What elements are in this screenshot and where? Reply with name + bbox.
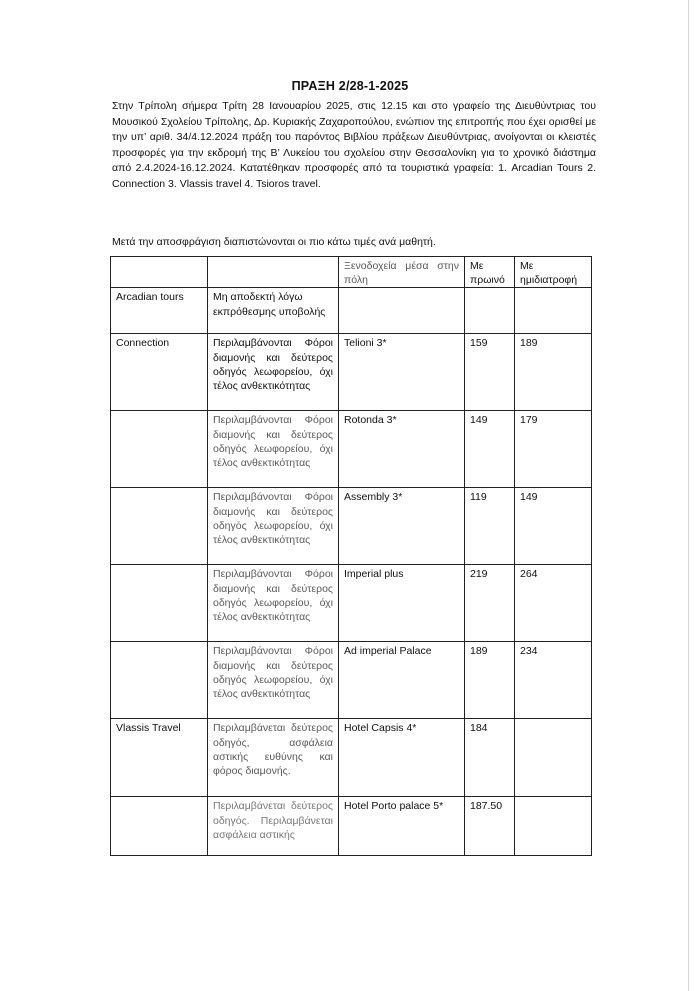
intro-paragraph: Στην Τρίπολη σήμερα Τρίτη 28 Ιανουαρίου 2025, στις 12.15 και στο γραφείο της Διευθύντριας του Μουσικού Σχολείου Τρίπολης, Δρ. Κυριακής Ζαχαροπούλου, ενώπιον της επιτροπής που έχει ορισθεί με την υπ’ αριθ. 34/4.12.2024 πράξη του παρόντος Βιβλίου πράξεων Διευθύντριας, ανοίγονται οι κλειστές προσφορές για την εκδρομή της Β’ Λυκείου του σχολείου στην Θεσσαλονίκη για το χρονικό διάστημα από 2.4.2024-16.12.2024. Κατατέθηκαν προσφορές από τα τουριστικά γραφεία: 1. Arcadian Tours 2. Connection 3. Vlassis travel 4. Tsioros travel.: [112, 100, 596, 190]
header-breakfast: Με πρωινό: [465, 257, 515, 288]
table-row: [111, 642, 592, 719]
halfboard-price-cell: [515, 797, 592, 856]
scan-edge-line: [688, 0, 689, 991]
agency-cell: [111, 411, 208, 488]
table-row: [111, 488, 592, 565]
hotel-cell: [339, 288, 465, 334]
hotel-cell: Hotel Porto palace 5*: [339, 797, 465, 856]
halfboard-price-cell: 264: [515, 565, 592, 642]
includes-cell: Περιλαμβάνονται Φόροι διαμονής και δεύτερος οδηγός λεωφορείου, όχι τέλος ανθεκτικότητας: [208, 411, 339, 488]
breakfast-price-cell: 219: [465, 565, 515, 642]
table-header-row: [111, 257, 592, 288]
table-row: [111, 719, 592, 797]
hotel-cell: Ad imperial Palace: [339, 642, 465, 719]
agency-cell: [111, 565, 208, 642]
agency-cell: Arcadian tours: [111, 288, 208, 334]
halfboard-price-cell: 189: [515, 334, 592, 411]
halfboard-price-cell: [515, 719, 592, 797]
hotel-cell: Assembly 3*: [339, 488, 465, 565]
includes-cell: Περιλαμβάνεται δεύτερος οδηγός. Περιλαμβάνεται ασφάλεια αστικής: [208, 797, 339, 856]
halfboard-price-cell: [515, 288, 592, 334]
agency-cell: [111, 488, 208, 565]
table-row: [111, 411, 592, 488]
table-row: [111, 797, 592, 856]
includes-cell: Περιλαμβάνονται Φόροι διαμονής και δεύτερος οδηγός λεωφορείου, όχι τέλος ανθεκτικότητας: [208, 334, 339, 411]
agency-cell: [111, 642, 208, 719]
breakfast-price-cell: 159: [465, 334, 515, 411]
includes-cell: Περιλαμβάνονται Φόροι διαμονής και δεύτερος οδηγός λεωφορείου, όχι τέλος ανθεκτικότητας: [208, 565, 339, 642]
header-halfboard: Με ημιδιατροφή: [515, 257, 592, 288]
hotel-cell: Hotel Capsis 4*: [339, 719, 465, 797]
agency-cell: [111, 797, 208, 856]
breakfast-price-cell: 149: [465, 411, 515, 488]
header-hotels: Ξενοδοχεία μέσα στην πόλη: [339, 257, 465, 288]
header-cell: [111, 257, 208, 288]
includes-cell: Μη αποδεκτή λόγω εκπρόθεσμης υποβολής: [208, 288, 339, 334]
hotel-cell: Telioni 3*: [339, 334, 465, 411]
document-title: ΠΡΑΞΗ 2/28-1-2025: [291, 79, 409, 93]
agency-cell: Connection: [111, 334, 208, 411]
halfboard-price-cell: 179: [515, 411, 592, 488]
halfboard-price-cell: 149: [515, 488, 592, 565]
table-row: [111, 334, 592, 411]
hotel-cell: Imperial plus: [339, 565, 465, 642]
breakfast-price-cell: 119: [465, 488, 515, 565]
halfboard-price-cell: 234: [515, 642, 592, 719]
table-row: [111, 565, 592, 642]
includes-cell: Περιλαμβάνονται Φόροι διαμονής και δεύτερος οδηγός λεωφορείου, όχι τέλος ανθεκτικότητας: [208, 642, 339, 719]
includes-cell: Περιλαμβάνονται Φόροι διαμονής και δεύτερος οδηγός λεωφορείου, όχι τέλος ανθεκτικότητας: [208, 488, 339, 565]
agency-cell: Vlassis Travel: [111, 719, 208, 797]
header-cell: [208, 257, 339, 288]
breakfast-price-cell: 184: [465, 719, 515, 797]
breakfast-price-cell: [465, 288, 515, 334]
breakfast-price-cell: 187.50: [465, 797, 515, 856]
hotel-cell: Rotonda 3*: [339, 411, 465, 488]
includes-cell: Περιλαμβάνεται δεύτερος οδηγός, ασφάλεια αστικής ευθύνης και φόρος διαμονής.: [208, 719, 339, 797]
offers-table: [110, 256, 592, 856]
summary-line: Μετά την αποσφράγιση διαπιστώνονται οι πιο κάτω τιμές ανά μαθητή.: [112, 236, 436, 248]
table-row: [111, 288, 592, 334]
breakfast-price-cell: 189: [465, 642, 515, 719]
